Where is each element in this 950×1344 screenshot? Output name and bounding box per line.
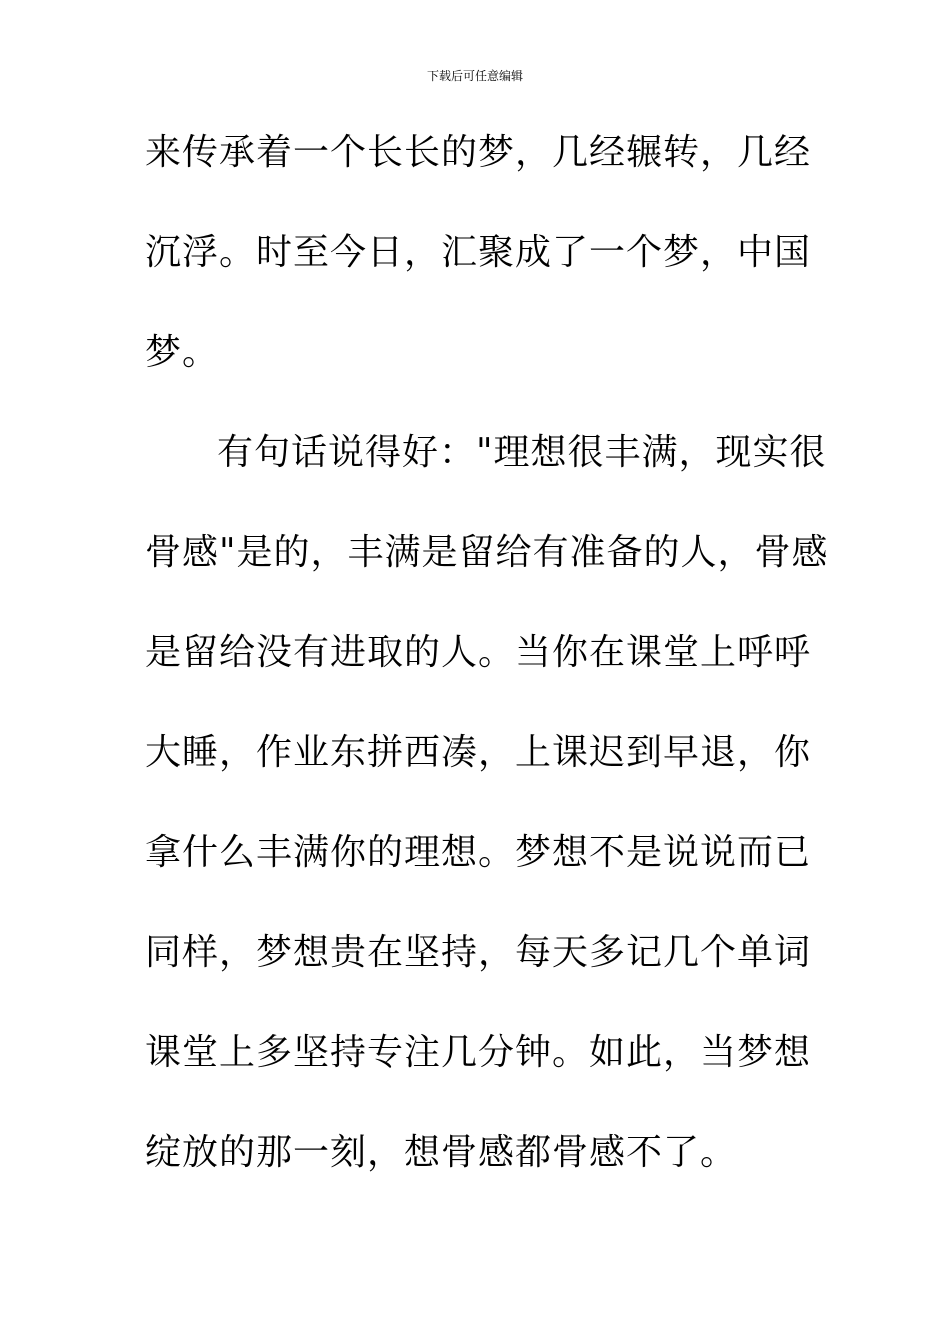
text-line: 梦。 — [145, 332, 220, 373]
document-body — [145, 121, 845, 1221]
text-line: 骨感"是的，丰满是留给有准备的人，骨感 — [145, 532, 829, 573]
text-line: 沉浮。时至今日，汇聚成了一个梦，中国 — [145, 232, 812, 273]
text-line: 同样，梦想贵在坚持，每天多记几个单词 — [145, 932, 812, 973]
text-line: 来传承着一个长长的梦，几经辗转，几经 — [145, 132, 812, 173]
paragraph-start-line: 有句话说得好："理想很丰满，现实很 — [217, 432, 827, 473]
page-header-note: 下载后可任意编辑 — [426, 69, 523, 83]
text-line: 绽放的那一刻，想骨感都骨感不了。 — [145, 1132, 738, 1173]
text-line: 课堂上多坚持专注几分钟。如此，当梦想 — [145, 1032, 812, 1073]
text-line: 是留给没有进取的人。当你在课堂上呼呼 — [145, 632, 812, 673]
text-line: 拿什么丰满你的理想。梦想不是说说而已 — [145, 832, 812, 873]
text-line: 大睡，作业东拼西凑，上课迟到早退，你 — [145, 732, 812, 773]
